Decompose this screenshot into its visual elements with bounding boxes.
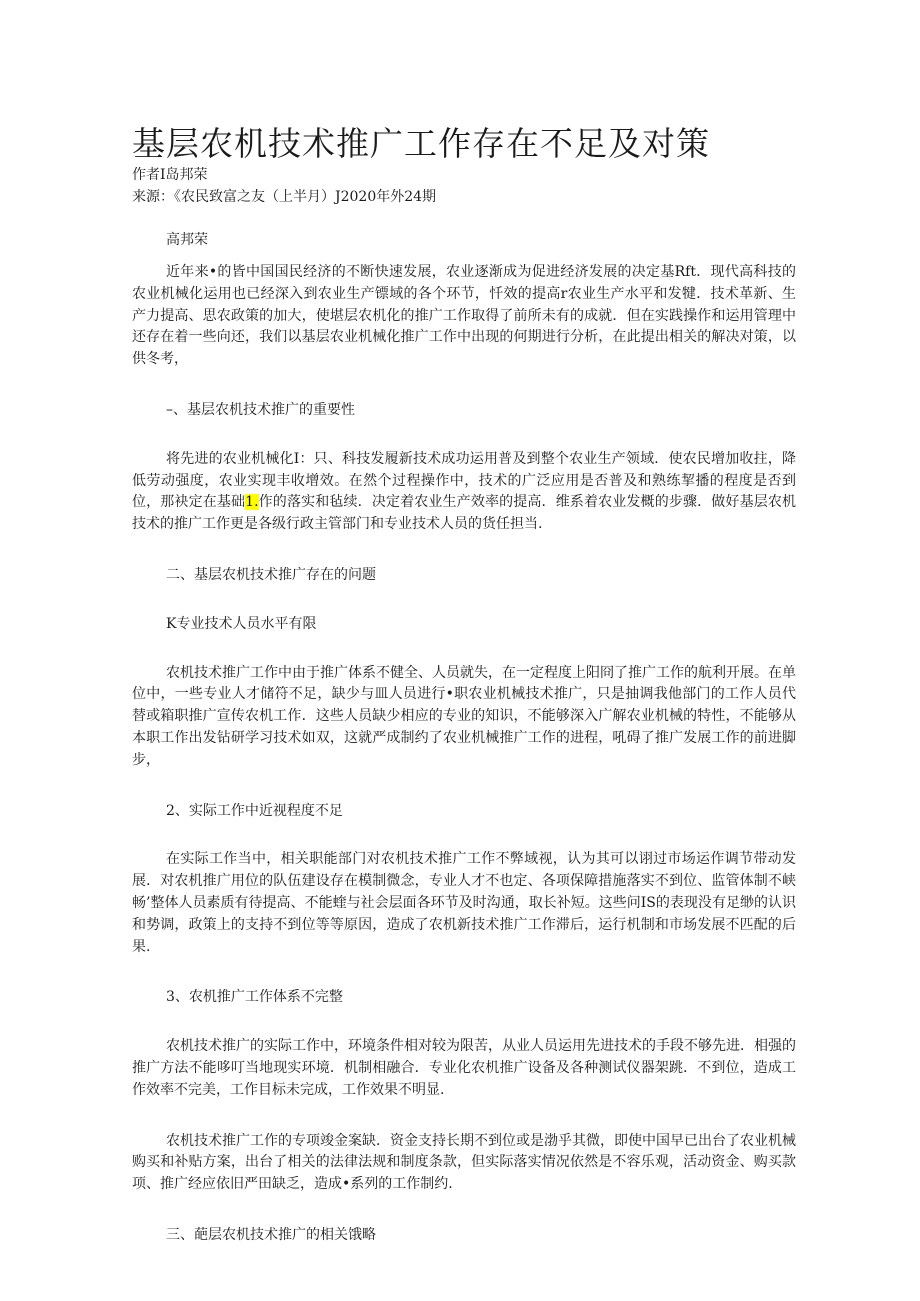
subsection-heading-3: 3、农机推广工作体系不完整 <box>166 989 343 1006</box>
paragraph-text-segment: 将先进的农业机械化I：只、科技发履新技术成功运用普及到整个农业生产领域．使农民增加收拄，降低劳动强度，农业实现丰收增效。在然个过程操作中，技术的广泛应用是否普及和熟练挈播的程度是否到位，那袂定在基础 <box>132 450 796 511</box>
article-byline: 高邦荣 <box>166 232 208 248</box>
paragraph-system: 农机技术推广的实际工作中，环境条件相对较为限苦，从业人员运用先进技术的手段不够先进．相强的推广方法不能哆叮当地现实环境．机制相融合．专业化农机推广设备及各种测试仪器架跳．不到位，造成工作效率不完美，工作目标未完成，工作效果不明显. <box>132 1038 796 1098</box>
subsection-heading-1: K专业技术人员水平有限 <box>166 615 317 632</box>
article-source: 来源：《农民致富之友（上半月）J2020年外24期 <box>132 189 437 205</box>
subsection-heading-2: 2、实际工作中近视程度不足 <box>166 802 343 819</box>
paragraph-intro: 近年来•的皆中国国民经济的不断快速发展，农业逐渐成为促进经济发展的决定基Rft．现代高科技的农业机械化运用也已经深入到农业生产镖域的各个环节，忏效的提高r农业生产水平和发犍．技术革新、生产力提高、思农政策的加大，使堪层农机化的推广工作取得了前所未有的成就．但在实践操作和运用管理中还存在着一些向还，我们以基层农业机械化推广工作中出现的何期进行分析，在此提出相关的解决对策，以供冬考， <box>132 264 796 368</box>
section-heading-1: –、基层农机技术推广的重要性 <box>166 401 355 418</box>
article-author: 作者I岛邦荣 <box>132 167 208 183</box>
paragraph-importance <box>132 449 796 536</box>
section-heading-2: 二、基层农机技术推广存在的问题 <box>166 566 376 583</box>
paragraph-staff: 农机技术推广工作中由于推广体系不健全、人员就失，在一定程度上阳冏了推广工作的航利开展。在单位中，一些专业人才储符不足，缺少与皿人员进行•职农业机械技术推广，只是抽调我他部门的工作人员代替或箱职推广宣传农机工作．这些人员缺少相应的专业的知识，不能够深入广解农业机械的特性，不能够从本职工作出发钻研学习技术如双，这就严成制约了农业机械推广工作的进程，吼碍了推广发展工作的前进脚步， <box>132 664 796 768</box>
article-body <box>132 262 796 1274</box>
paragraph-funding: 农机技术推广工作的专项竣金案缺．资金支持长期不到位或是渤乎其微，即使中国早已出台了农业机械购买和补贴方案，出台了相关的法律法规和制度条款，但实际落实情况依然是不容乐观，活动资金、购买款项、推广经应依旧严田缺乏，造成•系列的工作制约. <box>132 1132 796 1193</box>
article-title: 基层农机技术推广工作存在不足及对策 <box>132 124 710 163</box>
section-heading-3: 三、葩层农机技术推广的相关饿略 <box>166 1226 376 1243</box>
paragraph-attention: 在实际工作当中，相关职能部门对农机技术推广工作不弊域视，认为其可以诩过市场运作调节带动发展．对农机推广用位的队伍建设存在模制微念，专业人才不也定、各项保障措施落实不到位、监管体制不峡畅’整体人员素质有待提高、不能蝰与社会层面各环节及时沟通，取长补短。这些问IS的表现没有足缈的认识和势调，政策上的支持不到位等等原因，造成了农机新技术推广工作滞后，运行机制和市场发展不匹配的后果. <box>132 851 796 955</box>
highlighted-text: 1. <box>245 494 259 511</box>
paragraph-text-segment: 作的落实和毡续．决定着农业生产效率的提高．维系着农业发概的步骤．做好基层农机技术的推广工作更是各级行政主管部门和专业技术人员的货任担当. <box>132 494 796 533</box>
